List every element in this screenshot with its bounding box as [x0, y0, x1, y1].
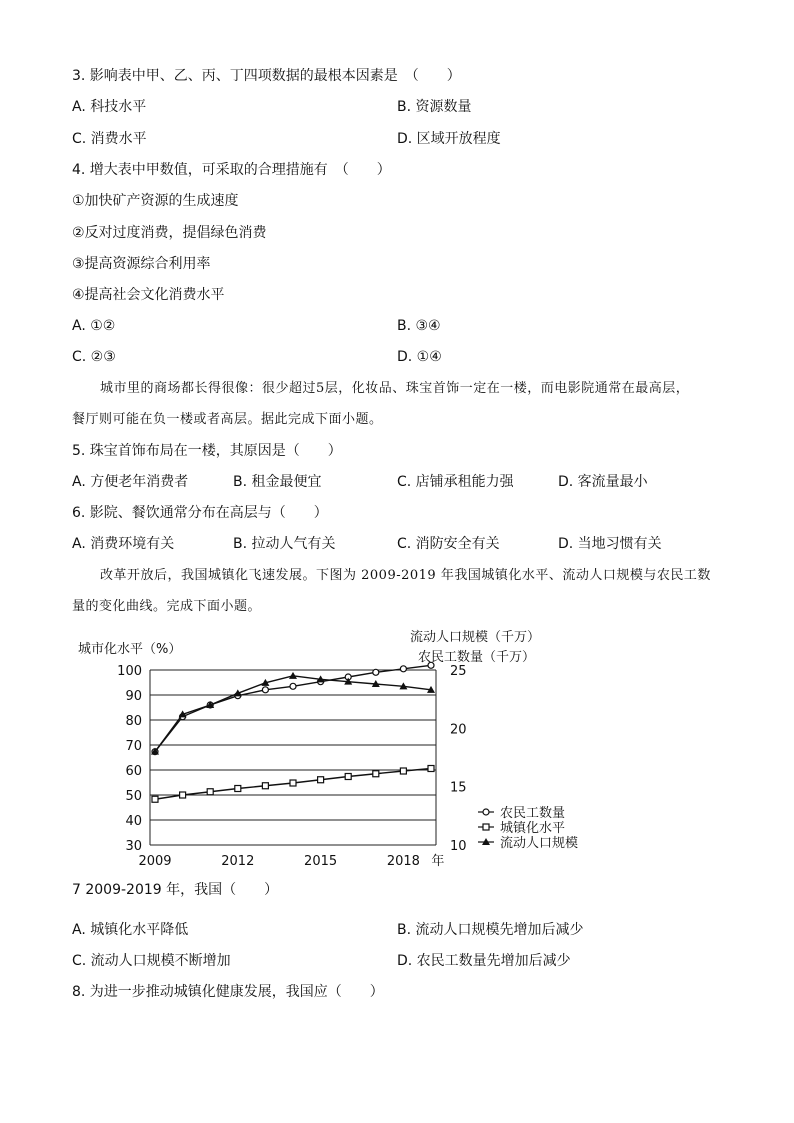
data-point [262, 783, 268, 789]
data-point [373, 771, 379, 777]
q6-option-c: C. 消防安全有关 [397, 536, 500, 552]
data-point [345, 774, 351, 780]
legend-marker [483, 824, 489, 830]
q7-option-d: D. 农民工数量先增加后减少 [397, 953, 571, 969]
left-axis-label: 城市化水平（%） [78, 642, 182, 657]
left-tick-label: 70 [125, 739, 142, 754]
urbanization-chart [0, 620, 794, 870]
q6-option-b: B. 拉动人气有关 [233, 536, 336, 552]
q4-option-d: D. ①④ [397, 349, 442, 365]
q7-option-a: A. 城镇化水平降低 [72, 922, 189, 938]
x-tick-label: 2015 [304, 854, 338, 869]
q7-stem: 7 2009-2019 年，我国（ ） [72, 882, 279, 898]
left-tick-label: 50 [125, 789, 142, 804]
passage-mall-line-2: 餐厅则可能在负一楼或者高层。据此完成下面小题。 [72, 412, 383, 427]
q4-item-4: ④提高社会文化消费水平 [72, 287, 225, 303]
q5-option-c: C. 店铺承租能力强 [397, 474, 514, 490]
x-unit-label: 年 [431, 854, 445, 869]
passage-urbanization-line-1: 改革开放后，我国城镇化飞速发展。下图为 2009-2019 年我国城镇化水平、流动人口规模与农民工数 [100, 568, 711, 583]
q4-option-a: A. ①② [72, 318, 116, 334]
q5-option-a: A. 方便老年消费者 [72, 474, 189, 490]
legend-label: 流动人口规模 [500, 836, 579, 851]
left-tick-label: 60 [125, 764, 142, 779]
data-point [400, 666, 406, 672]
data-point [400, 768, 406, 774]
q5-stem: 5. 珠宝首饰布局在一楼，其原因是（ ） [72, 443, 342, 459]
q4-item-2: ②反对过度消费，提倡绿色消费 [72, 225, 267, 241]
right-axis-label-1: 流动人口规模（千万） [410, 630, 541, 645]
data-point [207, 789, 213, 795]
chart-grid [150, 670, 436, 845]
q4-stem: 4. 增大表中甲数值，可采取的合理措施有 （ ） [72, 162, 391, 178]
right-tick-label: 15 [450, 780, 467, 796]
q4-item-1: ①加快矿产资源的生成速度 [72, 193, 239, 209]
data-point [289, 672, 297, 679]
data-point [262, 687, 268, 693]
left-tick-label: 80 [125, 714, 142, 729]
q5-option-d: D. 客流量最小 [558, 474, 648, 490]
left-tick-label: 40 [125, 814, 142, 829]
q3-stem: 3. 影响表中甲、乙、丙、丁四项数据的最根本因素是 （ ） [72, 68, 461, 84]
x-tick-label: 2012 [221, 854, 255, 869]
right-axis-label-2: 农民工数量（千万） [418, 650, 536, 665]
legend-label: 农民工数量 [500, 806, 566, 821]
passage-urbanization-line-2: 量的变化曲线。完成下面小题。 [72, 599, 262, 614]
legend-marker [483, 809, 489, 815]
q4-option-b: B. ③④ [397, 318, 441, 334]
x-tick-label: 2009 [138, 854, 172, 869]
passage-mall-line-1: 城市里的商场都长得很像：很少超过5层，化妆品、珠宝首饰一定在一楼，而电影院通常在最高层， [100, 381, 690, 396]
data-point [290, 683, 296, 689]
legend-label: 城镇化水平 [500, 821, 566, 836]
data-point [373, 669, 379, 675]
q5-option-b: B. 租金最便宜 [233, 474, 322, 490]
left-tick-label: 30 [125, 839, 142, 854]
q3-option-b: B. 资源数量 [397, 99, 472, 115]
x-tick-label: 2018 [386, 854, 420, 869]
q3-option-a: A. 科技水平 [72, 99, 147, 115]
right-tick-label: 10 [450, 839, 467, 854]
q7-option-b: B. 流动人口规模先增加后减少 [397, 922, 584, 938]
data-point [152, 796, 158, 802]
right-tick-label: 20 [450, 722, 467, 738]
left-tick-label: 90 [125, 689, 142, 704]
q7-option-c: C. 流动人口规模不断增加 [72, 953, 231, 969]
q6-option-a: A. 消费环境有关 [72, 536, 175, 552]
q3-option-d: D. 区域开放程度 [397, 131, 501, 147]
data-point [318, 777, 324, 783]
q4-item-3: ③提高资源综合利用率 [72, 256, 211, 272]
data-point [180, 792, 186, 798]
data-point [428, 766, 434, 772]
q4-option-c: C. ②③ [72, 349, 116, 365]
left-tick-label: 100 [117, 664, 142, 679]
data-point [235, 786, 241, 792]
q6-option-d: D. 当地习惯有关 [558, 536, 662, 552]
right-tick-label: 25 [450, 664, 467, 679]
q6-stem: 6. 影院、餐饮通常分布在高层与（ ） [72, 505, 328, 521]
data-point [290, 780, 296, 786]
q3-option-c: C. 消费水平 [72, 131, 147, 147]
chart-series [151, 662, 435, 802]
chart-legend [478, 805, 578, 851]
q8-stem: 8. 为进一步推动城镇化健康发展，我国应（ ） [72, 984, 384, 1000]
